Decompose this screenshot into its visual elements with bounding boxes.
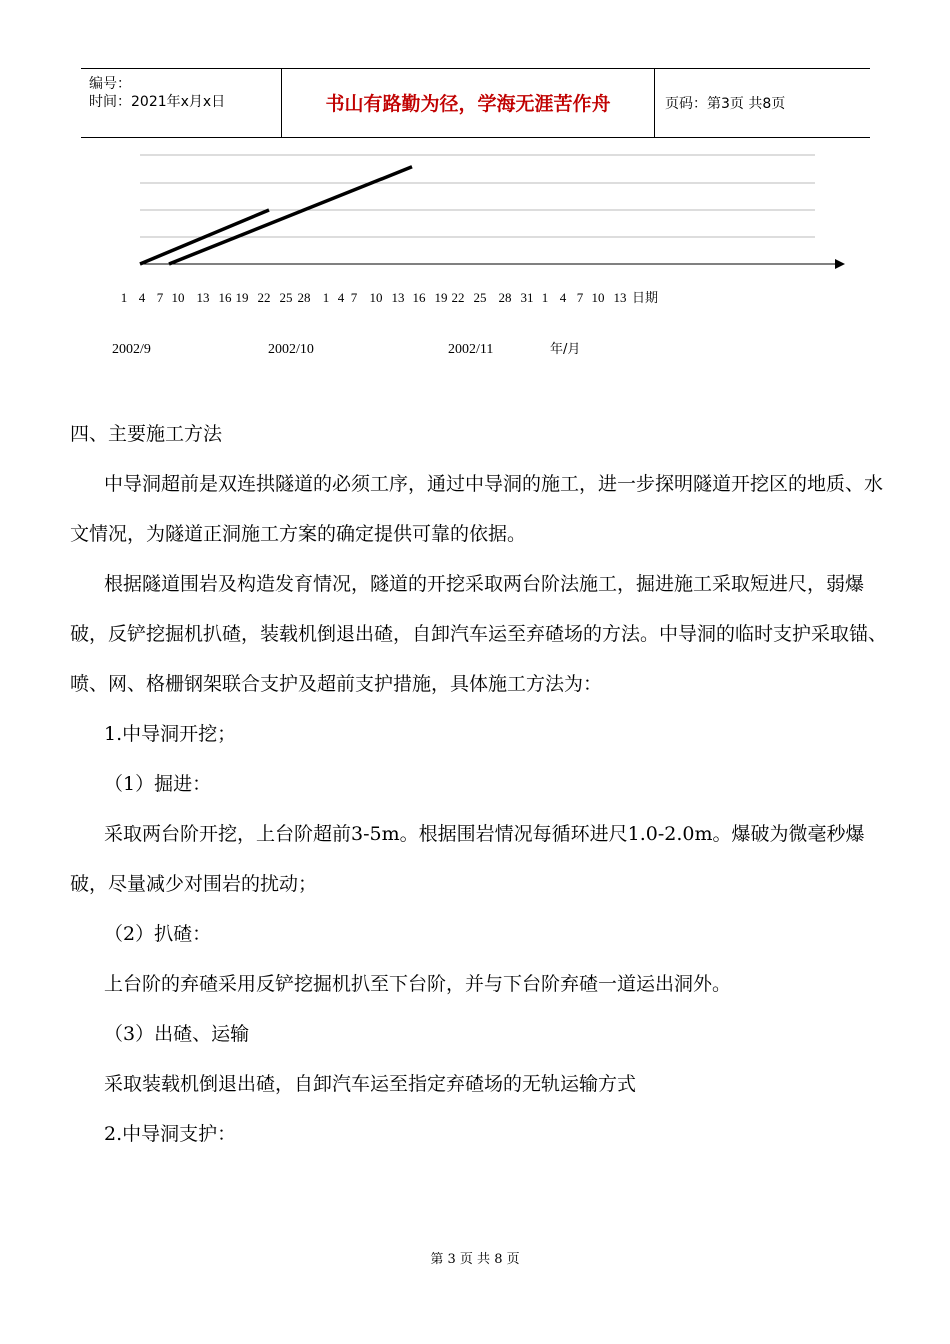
x-tick-label: 16 xyxy=(412,290,426,305)
x-tick-label: 4 xyxy=(138,290,146,305)
x-tick-label: 4 xyxy=(559,290,567,305)
x-tick-label: 10 xyxy=(591,290,605,305)
page-header xyxy=(81,68,870,138)
x-tick-label: 13 xyxy=(391,290,405,305)
x-tick-label: 19 xyxy=(235,290,249,305)
item-2: 2.中导洞支护： xyxy=(104,1123,237,1145)
sub-1-title: （1）掘进： xyxy=(104,773,212,795)
x-tick-label: 16 xyxy=(218,290,232,305)
month-label: 2002/10 xyxy=(268,342,314,357)
item-1: 1.中导洞开挖； xyxy=(104,723,237,745)
x-tick-label: 7 xyxy=(576,290,584,305)
x-tick-label: 10 xyxy=(369,290,383,305)
schedule-chart xyxy=(0,140,950,370)
x-tick-label: 1 xyxy=(322,290,330,305)
x-tick-label: 10 xyxy=(171,290,185,305)
month-label: 2002/11 xyxy=(448,342,494,357)
time-label: 时间：2021年x月x日 xyxy=(89,94,226,110)
x-tick-label: 25 xyxy=(279,290,293,305)
page-label: 页码：第3页 共8页 xyxy=(665,96,786,112)
x-tick-label: 28 xyxy=(297,290,311,305)
month-axis-label: 年/月 xyxy=(550,342,581,357)
x-tick-label: 13 xyxy=(196,290,210,305)
section-title: 四、主要施工方法 xyxy=(70,423,223,445)
x-tick-label: 1 xyxy=(120,290,128,305)
paragraph-1: 中导洞超前是双连拱隧道的必须工序，通过中导洞的施工，进一步探明隧道开挖区的地质、水文情况，为隧道正洞施工方案的确定提供可靠的依据。 xyxy=(70,473,884,545)
x-axis-label: 日期 xyxy=(632,291,659,306)
series-line-2 xyxy=(169,167,412,264)
x-tick-label: 7 xyxy=(350,290,358,305)
sub-3-title: （3）出碴、运输 xyxy=(104,1023,250,1045)
paragraph-2: 根据隧道围岩及构造发育情况，隧道的开挖采取两台阶法施工，掘进施工采取短进尺，弱爆破，反铲挖掘机扒碴，装载机倒退出碴，自卸汽车运至弃碴场的方法。中导洞的临时支护采取锚、喷、网、格栅钢架联合支护及超前支护措施，具体施工方法为： xyxy=(70,573,888,695)
header-info-cell xyxy=(81,69,282,137)
month-label: 2002/9 xyxy=(112,342,151,357)
sub-1-text: 采取两台阶开挖，上台阶超前3-5m。根据围岩情况每循环进尺1.0-2.0m。爆破为微毫秒爆破，尽量减少对围岩的扰动； xyxy=(70,823,865,895)
sub-3-text: 采取装载机倒退出碴，自卸汽车运至指定弃碴场的无轨运输方式 xyxy=(104,1073,637,1095)
x-tick-label: 31 xyxy=(520,290,534,305)
sub-2-text: 上台阶的弃碴采用反铲挖掘机扒至下台阶，并与下台阶弃碴一道运出洞外。 xyxy=(104,973,732,995)
x-axis-arrow xyxy=(835,259,845,269)
x-tick-label: 22 xyxy=(451,290,465,305)
x-tick-label: 4 xyxy=(337,290,345,305)
number-label: 编号： xyxy=(89,76,131,92)
x-tick-label: 22 xyxy=(257,290,271,305)
motto: 书山有路勤为径，学海无涯苦作舟 xyxy=(282,69,655,137)
sub-2-title: （2）扒碴： xyxy=(104,923,212,945)
x-tick-label: 25 xyxy=(473,290,487,305)
x-tick-label: 7 xyxy=(156,290,164,305)
x-tick-label: 13 xyxy=(613,290,627,305)
x-tick-label: 28 xyxy=(498,290,512,305)
x-tick-label: 1 xyxy=(541,290,549,305)
page-footer: 第 3 页 共 8 页 xyxy=(430,1252,520,1267)
body-text xyxy=(70,409,890,1159)
x-tick-label: 19 xyxy=(434,290,448,305)
